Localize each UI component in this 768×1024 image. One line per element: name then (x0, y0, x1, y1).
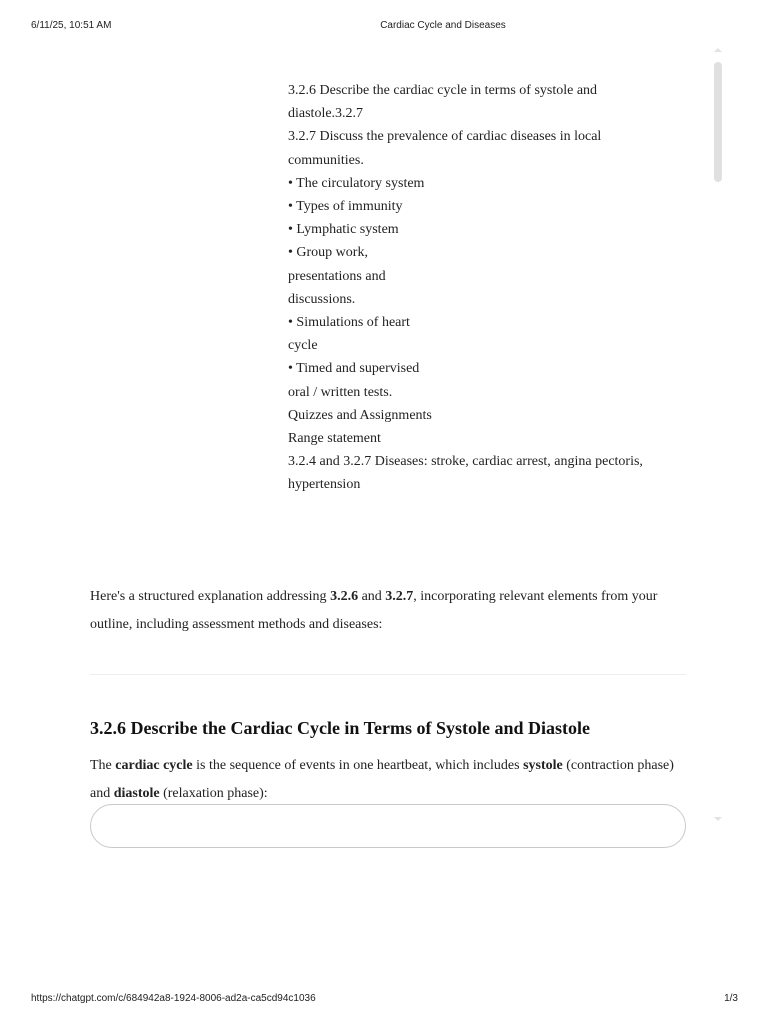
content-box (90, 804, 686, 848)
para-text: The (90, 758, 116, 773)
page-number: 1/3 (724, 993, 738, 1004)
user-message-line: communities. (288, 152, 364, 168)
scroll-up-arrow-icon[interactable] (714, 48, 722, 52)
response-intro (90, 583, 690, 638)
scrollbar-thumb[interactable] (714, 62, 722, 182)
user-message (288, 79, 688, 497)
intro-text: and (358, 589, 386, 604)
para-bold-cardiac-cycle: cardiac cycle (115, 758, 193, 773)
user-message-line: • The circulatory system (288, 175, 425, 191)
cardiac-cycle-paragraph (90, 752, 690, 807)
user-message-line: hypertension (288, 477, 361, 493)
user-message-line: presentations and (288, 268, 386, 284)
para-bold-systole: systole (523, 758, 563, 773)
print-title: Cardiac Cycle and Diseases (380, 20, 506, 31)
section-divider (90, 674, 686, 675)
user-message-line: cycle (288, 338, 318, 354)
para-text: (relaxation phase): (159, 785, 268, 801)
user-message-line: • Types of immunity (288, 199, 403, 215)
user-message-line: • Timed and supervised (288, 361, 420, 377)
user-message-line: 3.2.7 Discuss the prevalence of cardiac diseases in local (288, 129, 602, 145)
user-message-line: Quizzes and Assignments (288, 407, 432, 423)
user-message-line: • Simulations of heart (288, 315, 410, 331)
print-datetime: 6/11/25, 10:51 AM (31, 20, 112, 31)
para-text: is the sequence of events in one heartbeat, which includes (192, 758, 524, 773)
page-url[interactable]: https://chatgpt.com/c/684942a8-1924-8006-ad2a-ca5cd94c1036 (31, 993, 316, 1004)
intro-text: Here's a structured explanation addressing (90, 589, 331, 604)
intro-bold-326: 3.2.6 (330, 589, 359, 604)
user-message-line: Range statement (288, 431, 381, 447)
section-heading: 3.2.6 Describe the Cardiac Cycle in Terms of Systole and Diastole (90, 718, 590, 738)
para-text: (contraction phase) and (90, 758, 674, 801)
intro-bold-327: 3.2.7 (385, 589, 414, 604)
user-message-line: 3.2.6 Describe the cardiac cycle in terms of systole and (288, 83, 598, 98)
user-message-line: oral / written tests. (288, 384, 393, 400)
user-message-line: • Lymphatic system (288, 222, 399, 238)
scroll-down-arrow-icon[interactable] (714, 817, 722, 821)
intro-text: , incorporating relevant elements from your outline, including assessment methods and diseases: (90, 589, 658, 632)
user-message-line: diastole.3.2.7 (288, 106, 364, 122)
user-message-line: • Group work, (288, 245, 368, 261)
user-message-line: 3.2.4 and 3.2.7 Diseases: stroke, cardiac arrest, angina pectoris, (288, 454, 643, 470)
user-message-line: discussions. (288, 291, 356, 307)
para-bold-diastole: diastole (113, 785, 160, 801)
